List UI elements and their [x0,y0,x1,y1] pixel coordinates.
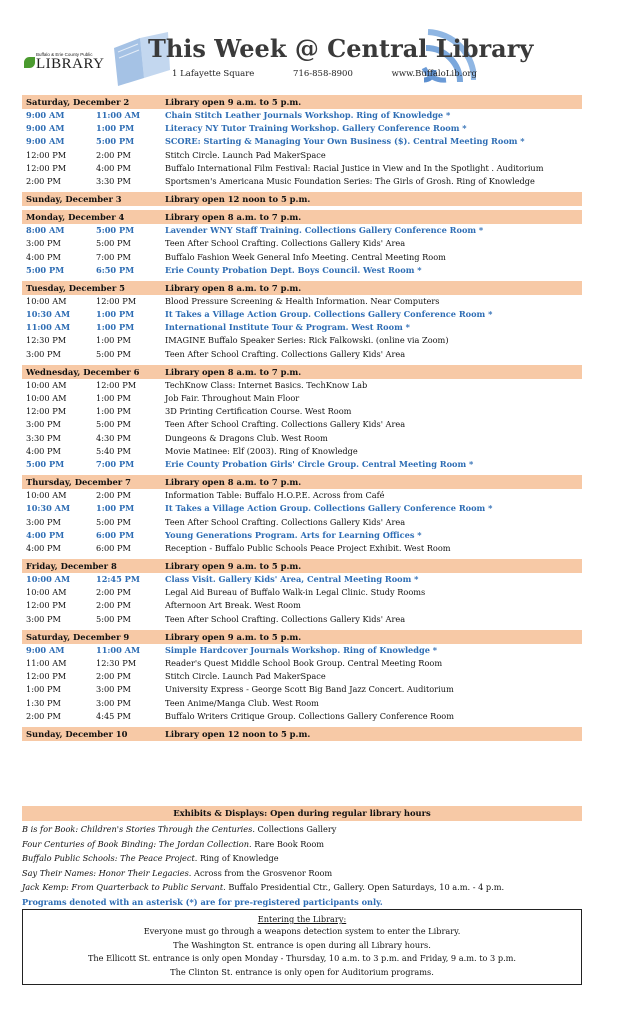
event-end-time: 12:45 PM [96,574,140,585]
event-title: Erie County Probation Dept. Boys Council. West Room * [165,264,422,275]
day-spacer [22,555,582,557]
event-end-time: 5:00 PM [96,348,131,359]
event-title: It Takes a Village Action Group. Collections Gallery Conference Room * [165,309,493,320]
event-title: Job Fair. Throughout Main Floor [165,393,300,403]
event-start-time: 9:00 AM [26,136,65,147]
event-row [22,379,582,392]
event-row [22,348,582,361]
event-start-time: 8:00 AM [26,225,65,236]
event-row [22,308,582,321]
event-end-time: 1:00 PM [96,335,131,346]
event-title: Reader's Quest Middle School Book Group. Central Meeting Room [165,658,443,668]
event-end-time: 6:00 PM [96,542,131,553]
day-label: Tuesday, December 5 [26,282,125,293]
entering-line: Everyone must go through a weapons detection system to enter the Library. [143,926,461,936]
event-row [22,418,582,431]
contact-line [172,69,513,79]
event-title: Teen After School Crafting. Collections Gallery Kids' Area [165,613,406,624]
entering-library-box [22,909,582,985]
event-end-time: 1:00 PM [96,503,135,514]
event-end-time: 5:00 PM [96,516,131,527]
leaf-icon [24,57,35,68]
entering-line: The Washington St. entrance is open during all Library hours. [173,939,431,950]
event-end-time: 2:00 PM [96,671,131,682]
event-title: Young Generations Program. Arts for Learning Offices * [165,529,422,540]
event-start-time: 10:00 AM [26,295,67,306]
event-row [22,599,582,612]
day-label: Sunday, December 10 [26,728,128,739]
event-title: SCORE: Starting & Managing Your Own Business ($). Central Meeting Room * [165,136,525,147]
event-start-time: 12:00 PM [26,162,67,173]
event-start-time: 10:00 AM [26,574,71,585]
day-header [22,95,582,109]
event-end-time: 2:00 PM [96,587,131,598]
event-row [22,502,582,515]
event-row [22,321,582,334]
event-end-time: 1:00 PM [96,309,135,320]
event-start-time: 12:00 PM [26,671,67,682]
event-row [22,224,582,237]
event-title: 3D Printing Certification Course. West Room [165,406,352,417]
event-end-time: 1:00 PM [96,322,135,333]
event-start-time: 10:00 AM [26,393,67,403]
event-row [22,613,582,626]
event-start-time: 12:00 PM [26,149,67,160]
address: 1 Lafayette Square [172,69,255,79]
event-end-time: 3:00 PM [96,684,131,695]
event-end-time: 1:00 PM [96,123,135,134]
day-label: Sunday, December 3 [26,194,122,205]
event-end-time: 5:40 PM [96,445,131,456]
event-start-time: 12:00 PM [26,600,67,611]
event-row [22,489,582,502]
exhibit-location: Rare Book Room [254,838,325,849]
day-label: Friday, December 8 [26,561,117,572]
event-row [22,162,582,175]
event-end-time: 6:00 PM [96,529,135,540]
day-spacer [22,206,582,208]
event-title: Teen After School Crafting. Collections Gallery Kids' Area [165,348,406,359]
event-start-time: 3:00 PM [26,613,61,624]
event-row [22,644,582,657]
event-row [22,670,582,683]
event-start-time: 5:00 PM [26,458,65,469]
preregistration-note: Programs denoted with an asterisk (*) are for pre-registered participants only. [22,896,383,907]
event-row [22,573,582,586]
event-start-time: 9:00 AM [26,644,65,655]
event-end-time: 5:00 PM [96,136,135,147]
day-label: Thursday, December 7 [26,477,131,488]
event-title: Stitch Circle. Launch Pad MakerSpace [165,149,326,160]
exhibit-name: Jack Kemp: From Quarterback to Public Servant. [22,882,226,893]
event-start-time: 11:00 AM [26,322,71,333]
event-title: Reception - Buffalo Public Schools Peace Project Exhibit. West Room [165,542,451,553]
event-end-time: 5:00 PM [96,613,131,624]
day-hours: Library open 9 a.m. to 5 p.m. [165,631,302,642]
day-header [22,727,582,741]
event-start-time: 10:30 AM [26,309,71,320]
event-title: Buffalo International Film Festival: Racial Justice in View and In the Spotlight . Auditorium [165,162,544,173]
event-title: International Institute Tour & Program. West Room * [165,322,410,333]
event-start-time: 11:00 AM [26,658,67,668]
event-start-time: 12:30 PM [26,335,67,346]
event-start-time: 10:00 AM [26,587,67,598]
event-end-time: 12:30 PM [96,658,137,668]
event-end-time: 11:00 AM [96,644,141,655]
event-title: Information Table: Buffalo H.O.P.E. Across from Café [165,490,385,501]
logo-small-text: Buffalo & Erie County Public [36,52,93,57]
event-start-time: 4:00 PM [26,529,65,540]
event-row [22,657,582,670]
event-start-time: 4:00 PM [26,542,61,553]
day-spacer [22,626,582,628]
event-row [22,109,582,122]
day-header [22,210,582,224]
event-row [22,697,582,710]
day-spacer [22,188,582,190]
event-start-time: 3:00 PM [26,238,61,249]
day-spacer [22,361,582,363]
event-title: Sportsmen's Americana Music Foundation Series: The Girls of Grosh. Ring of Knowledge [165,175,535,186]
event-title: Literacy NY Tutor Training Workshop. Gallery Conference Room * [165,123,467,134]
day-hours: Library open 12 noon to 5 p.m. [165,728,311,739]
event-start-time: 3:00 PM [26,348,61,359]
day-header [22,475,582,489]
entering-line: The Clinton St. entrance is only open for Auditorium programs. [170,966,434,977]
event-title: Teen After School Crafting. Collections Gallery Kids' Area [165,419,406,430]
event-title: Stitch Circle. Launch Pad MakerSpace [165,671,326,682]
event-end-time: 5:00 PM [96,419,131,430]
event-end-time: 4:00 PM [96,162,131,173]
event-start-time: 3:00 PM [26,419,61,430]
event-row [22,445,582,458]
page-header [0,0,622,92]
event-title: IMAGINE Buffalo Speaker Series: Rick Falkowski. (online via Zoom) [165,335,449,346]
exhibit-item [22,851,602,866]
event-row [22,392,582,405]
entering-line: The Ellicott St. entrance is only open Monday - Thursday, 10 a.m. to 3 p.m. and Friday, 9 a.m. to 3 p.m. [87,953,517,963]
event-title: Buffalo Writers Critique Group. Collections Gallery Conference Room [165,710,454,721]
event-start-time: 5:00 PM [26,264,65,275]
event-row [22,334,582,347]
event-row [22,264,582,277]
exhibits-list [22,822,602,910]
exhibit-item [22,880,602,895]
event-title: University Express - George Scott Big Band Jazz Concert. Auditorium [165,684,454,695]
event-row [22,122,582,135]
exhibit-location: Buffalo Presidential Ctr., Gallery. Open Saturdays, 10 a.m. - 4 p.m. [228,882,505,893]
day-spacer [22,741,582,743]
day-hours: Library open 8 a.m. to 7 p.m. [165,282,302,293]
day-header [22,559,582,573]
event-title: Teen Anime/Manga Club. West Room [165,697,319,708]
event-row [22,237,582,250]
event-row [22,542,582,555]
event-end-time: 5:00 PM [96,238,131,249]
event-start-time: 12:00 PM [26,406,67,417]
event-end-time: 1:00 PM [96,406,131,417]
event-row [22,135,582,148]
event-title: TechKnow Class: Internet Basics. TechKnow Lab [165,379,368,390]
event-start-time: 3:30 PM [26,432,61,443]
event-start-time: 3:00 PM [26,516,61,527]
event-title: Simple Hardcover Journals Workshop. Ring of Knowledge * [165,644,438,655]
event-title: Class Visit. Gallery Kids' Area, Central Meeting Room * [165,574,419,585]
day-header [22,365,582,379]
event-end-time: 2:00 PM [96,490,131,501]
event-start-time: 10:00 AM [26,379,67,390]
event-end-time: 5:00 PM [96,225,135,236]
event-row [22,586,582,599]
event-title: Blood Pressure Screening & Health Information. Near Computers [165,295,440,306]
logo-big-text: LIBRARY [36,56,105,72]
event-start-time: 1:30 PM [26,697,61,708]
event-start-time: 2:00 PM [26,175,61,186]
event-title: Dungeons & Dragons Club. West Room [165,432,328,443]
exhibit-item [22,866,602,881]
entering-title: Entering the Library: [257,914,347,924]
event-title: Teen After School Crafting. Collections Gallery Kids' Area [165,238,406,249]
event-end-time: 7:00 PM [96,458,135,469]
event-row [22,683,582,696]
event-row [22,710,582,723]
exhibit-name: B is for Book: Children's Stories Through the Centuries. [22,824,255,834]
day-header [22,192,582,206]
event-end-time: 2:00 PM [96,149,131,160]
event-end-time: 2:00 PM [96,600,131,611]
event-title: Movie Matinee: Elf (2003). Ring of Knowledge [165,445,358,456]
event-end-time: 4:45 PM [96,710,131,721]
event-end-time: 4:30 PM [96,432,131,443]
day-spacer [22,277,582,279]
day-label: Saturday, December 2 [26,97,130,107]
event-start-time: 4:00 PM [26,251,61,262]
exhibit-name: Buffalo Public Schools: The Peace Project. [22,853,198,864]
event-title: Teen After School Crafting. Collections Gallery Kids' Area [165,516,406,527]
event-end-time: 1:00 PM [96,393,131,403]
day-label: Saturday, December 9 [26,631,130,642]
day-hours: Library open 8 a.m. to 7 p.m. [165,366,302,377]
event-end-time: 3:30 PM [96,175,131,186]
event-title: Afternoon Art Break. West Room [165,600,301,611]
day-header [22,630,582,644]
exhibit-name: Four Centuries of Book Binding: The Jordan Collection. [22,838,252,849]
event-row [22,405,582,418]
event-start-time: 1:00 PM [26,684,61,695]
exhibit-location: Across from the Grosvenor Room [194,867,333,878]
event-end-time: 12:00 PM [96,295,137,306]
day-hours: Library open 8 a.m. to 7 p.m. [165,477,302,488]
event-title: Erie County Probation Girls' Circle Group. Central Meeting Room * [165,458,474,469]
exhibit-item [22,822,602,837]
day-hours: Library open 12 noon to 5 p.m. [165,194,311,205]
event-title: Chain Stitch Leather Journals Workshop. Ring of Knowledge * [165,110,451,120]
day-spacer [22,471,582,473]
phone[interactable]: 716-858-8900 [293,69,353,79]
exhibit-item [22,837,602,852]
event-end-time: 11:00 AM [96,110,141,120]
event-start-time: 9:00 AM [26,110,65,120]
event-end-time: 6:50 PM [96,264,135,275]
weekly-schedule [22,93,582,743]
exhibit-name: Say Their Names: Honor Their Legacies. [22,867,192,878]
website-link[interactable]: www.BuffaloLib.org [391,69,477,79]
day-label: Wednesday, December 6 [26,366,140,377]
event-row [22,432,582,445]
event-row [22,251,582,264]
day-spacer [22,723,582,725]
page-title: This Week @ Central Library [148,34,534,63]
event-row [22,175,582,188]
event-end-time: 3:00 PM [96,697,131,708]
event-start-time: 4:00 PM [26,445,61,456]
exhibits-header: Exhibits & Displays: Open during regular library hours [22,806,582,821]
event-title: Legal Aid Bureau of Buffalo Walk-in Legal Clinic. Study Rooms [165,587,426,598]
event-end-time: 12:00 PM [96,379,137,390]
event-start-time: 10:00 AM [26,490,67,501]
event-row [22,295,582,308]
exhibit-location: Ring of Knowledge [200,853,279,864]
event-start-time: 9:00 AM [26,123,65,134]
event-row [22,458,582,471]
event-title: Lavender WNY Staff Training. Collections Gallery Conference Room * [165,225,484,236]
day-hours: Library open 9 a.m. to 5 p.m. [165,97,302,107]
day-header [22,281,582,295]
event-start-time: 2:00 PM [26,710,61,721]
event-end-time: 7:00 PM [96,251,131,262]
exhibit-location: Collections Gallery [257,824,337,834]
library-logo[interactable] [24,52,104,74]
day-label: Monday, December 4 [26,212,125,223]
day-hours: Library open 9 a.m. to 5 p.m. [165,561,302,572]
day-hours: Library open 8 a.m. to 7 p.m. [165,212,302,223]
event-title: Buffalo Fashion Week General Info Meeting. Central Meeting Room [165,251,446,262]
event-row [22,149,582,162]
event-start-time: 10:30 AM [26,503,71,514]
event-title: It Takes a Village Action Group. Collections Gallery Conference Room * [165,503,493,514]
event-row [22,516,582,529]
event-row [22,529,582,542]
